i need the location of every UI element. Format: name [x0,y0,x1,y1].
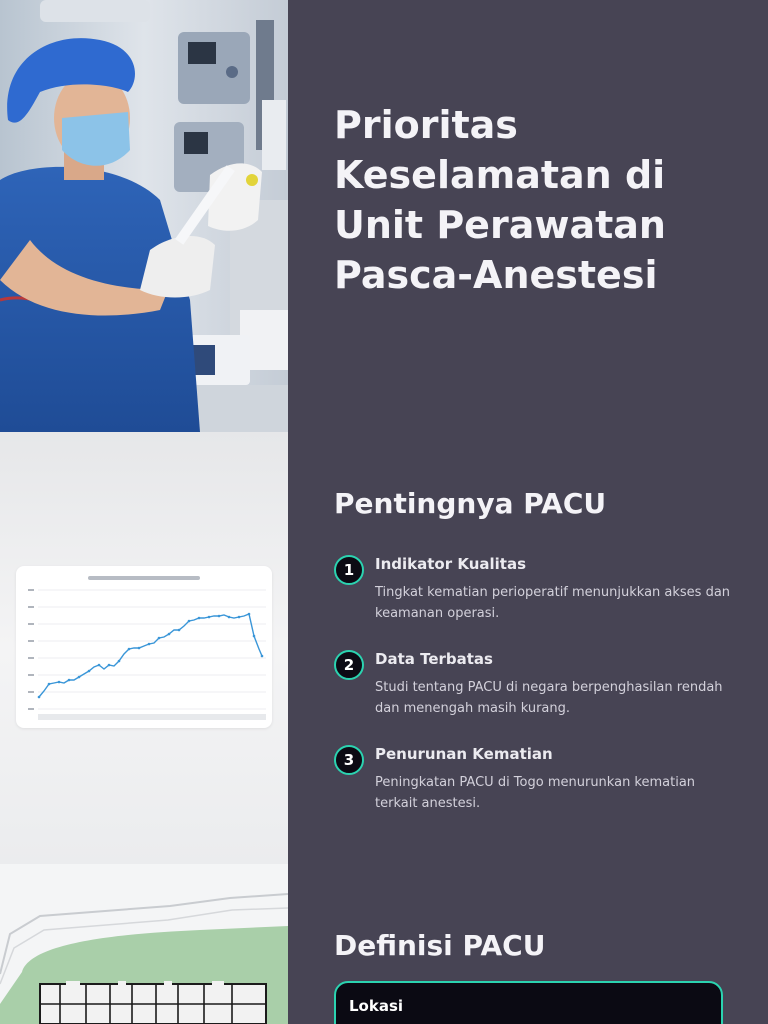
floor-plan-image [0,864,288,1024]
content-column [288,0,768,1024]
section-heading-importance: Pentingnya PACU [334,487,607,520]
number-badge: 2 [334,650,364,680]
item-description: Peningkatan PACU di Togo menurunkan kematian terkait anestesi. [375,775,696,811]
image-column [0,0,288,1024]
list-item [334,745,734,825]
list-item [334,555,734,635]
item-title: Penurunan Kematian [375,745,553,763]
page-title: Prioritas Keselamatan di Unit Perawatan Pasca-Anestesi [334,103,666,297]
list-item [334,650,734,730]
nurse-photo-illustration [0,0,288,432]
nurse-photo [0,0,288,432]
number-badge: 3 [334,745,364,775]
line-chart-illustration [16,566,272,728]
item-description: Studi tentang PACU di negara berpenghasilan rendah dan menengah masih kurang. [375,680,723,716]
item-title: Indikator Kualitas [375,555,526,573]
number-badge: 1 [334,555,364,585]
item-title: Data Terbatas [375,650,493,668]
definition-card [334,981,723,1024]
chart-image [0,432,288,864]
item-description: Tingkat kematian perioperatif menunjukkan akses dan keamanan operasi. [375,585,731,621]
chart-card [16,566,272,728]
floor-plan-illustration [0,864,288,1024]
section-heading-definition: Definisi PACU [334,929,546,962]
card-label: Lokasi [349,997,404,1015]
